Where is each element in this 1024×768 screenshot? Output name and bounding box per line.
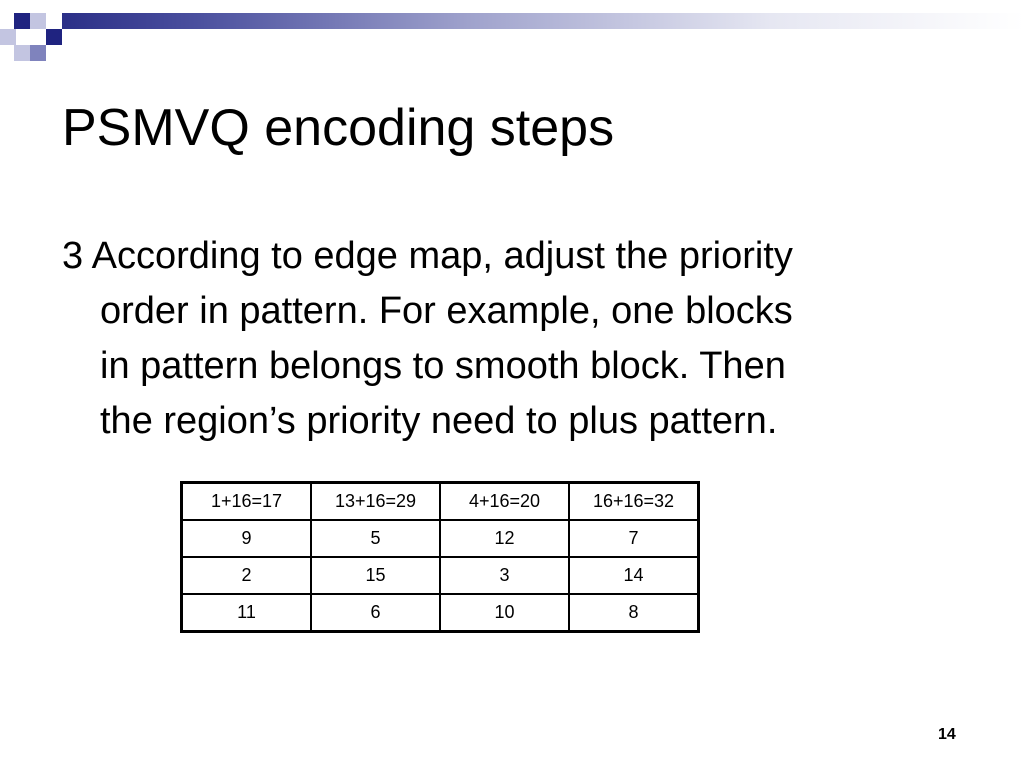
table-cell: 6: [311, 594, 440, 632]
table-cell: 11: [182, 594, 312, 632]
table-cell: 1+16=17: [182, 483, 312, 521]
table-row: [182, 594, 699, 632]
slide-title: PSMVQ encoding steps: [62, 99, 615, 157]
decor-square: [0, 29, 16, 45]
table-cell: 8: [569, 594, 699, 632]
table-cell: 9: [182, 520, 312, 557]
table-row: [182, 520, 699, 557]
table-cell: 13+16=29: [311, 483, 440, 521]
table-cell: 3: [440, 557, 569, 594]
table-row: [182, 483, 699, 521]
slide-body: [62, 229, 962, 449]
table-cell: 12: [440, 520, 569, 557]
table-cell: 16+16=32: [569, 483, 699, 521]
decor-square: [30, 13, 46, 29]
decor-square: [46, 29, 62, 45]
table-cell: 4+16=20: [440, 483, 569, 521]
body-line: order in pattern. For example, one blocks: [100, 290, 793, 332]
body-line: in pattern belongs to smooth block. Then: [100, 345, 786, 387]
decor-square: [46, 13, 62, 29]
body-line: the region’s priority need to plus pattern.: [100, 400, 778, 442]
decor-square: [14, 13, 30, 29]
decor-square: [30, 45, 46, 61]
header-gradient-bar: [14, 13, 1024, 29]
table-cell: 7: [569, 520, 699, 557]
decor-square: [14, 45, 30, 61]
table-cell: 2: [182, 557, 312, 594]
body-line: 3 According to edge map, adjust the priority: [62, 235, 793, 277]
table-cell: 14: [569, 557, 699, 594]
table-row: [182, 557, 699, 594]
page-number: 14: [938, 726, 956, 743]
table-cell: 10: [440, 594, 569, 632]
table-cell: 5: [311, 520, 440, 557]
header-decoration: [0, 0, 1024, 64]
table-cell: 15: [311, 557, 440, 594]
priority-table: [180, 481, 700, 633]
